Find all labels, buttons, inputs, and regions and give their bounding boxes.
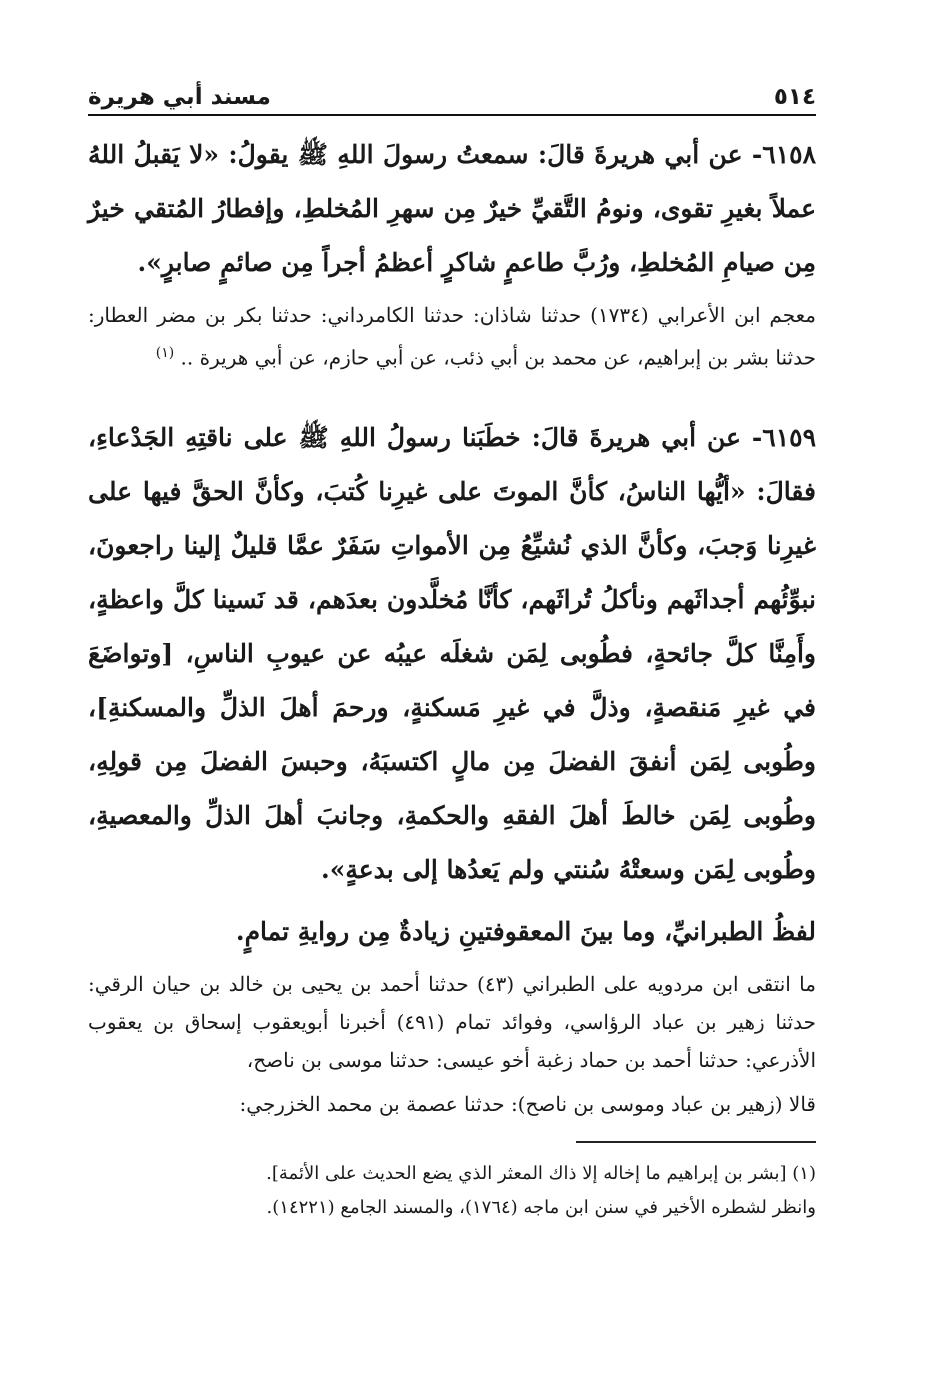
hadith-6158-text: ٦١٥٨- عن أبي هريرةَ قالَ: سمعتُ رسولَ اللهِ ﷺ يقولُ: «لا يَقبلُ اللهُ عملاً بغيرِ تقوى، ونومُ التَّقيِّ خيرٌ مِن سهرِ المُخلطِ، وإفطارُ المُتقي خيرٌ مِن صيامِ المُخلطِ، ورُبَّ طاعمٍ شاكرٍ أعظمُ أجراً مِن صائمٍ صابرٍ».	[88, 140, 816, 277]
footnote-1: (١) [بشر بن إبراهيم ما إخاله إلا ذاك المعثر الذي يضع الحديث على الأئمة].	[266, 1162, 816, 1184]
page-number: ٥١٤	[773, 84, 816, 110]
hadith-6158-source-text: معجم ابن الأعرابي (١٧٣٤) حدثنا شاذان: حدثنا الكامرداني: حدثنا بكر بن مضر العطار: حدثنا بشر بن إبراهيم، عن محمد بن أبي ذئب، عن أبي حازم، عن أبي هريرة ..	[88, 303, 816, 370]
hadith-6159-source-cont: قالا (زهير بن عباد وموسى بن ناصح): حدثنا عصمة بن محمد الخزرجي:	[239, 1091, 816, 1116]
page-body	[88, 128, 816, 1123]
book-page	[88, 70, 816, 1225]
footnote-ref: (١)	[155, 345, 175, 361]
footnote-divider	[576, 1141, 816, 1143]
hadith-6159-text: ٦١٥٩- عن أبي هريرةَ قالَ: خطَبَنا رسولُ اللهِ ﷺ على ناقتِهِ الجَدْعاءِ، فقالَ: «أيُّها الناسُ، كأنَّ الموتَ على غيرِنا كُتبَ، وكأنَّ الحقَّ فيها على غيرِنا وَجبَ، وكأنَّ الذي نُشيِّعُ مِن الأمواتِ سَفَرٌ عمَّا قليلٌ إلينا راجعونَ، نبوِّئُهم أجداثَهم ونأكلُ تُراثَهم، كأنَّا مُخلَّدون بعدَهم، قد نَسينا كلَّ واعظةٍ، وأَمِنَّا كلَّ جائحةٍ، فطُوبى لِمَن شغلَه عيبُه عن عيوبِ الناسِ، [وتواضَعَ في غيرِ مَنقصةٍ، وذلَّ في غيرِ مَسكنةٍ، ورحمَ أهلَ الذلِّ والمسكنةِ]، وطُوبى لِمَن أنفقَ الفضلَ مِن مالٍ اكتسبَهُ، وحبسَ الفضلَ مِن قولِهِ، وطُوبى لِمَن خالطَ أهلَ الفقهِ والحكمةِ، وجانبَ أهلَ الذلِّ والمعصيةِ، وطُوبى لِمَن وسعتْهُ سُنتي ولم يَعدُها إلى بدعةٍ».	[88, 422, 816, 884]
footnote-2: وانظر لشطره الأخير في سنن ابن ماجه (١٧٦٤)، والمسند الجامع (١٤٢٢١).	[266, 1196, 816, 1218]
hadith-6159-note: لفظُ الطبرانيِّ، وما بينَ المعقوفتينِ زيادةٌ مِن روايةِ تمامٍ.	[235, 916, 816, 946]
book-title: مسند أبي هريرة	[88, 84, 271, 110]
hadith-6158-source	[88, 296, 816, 377]
hadith-6159-source: ما انتقى ابن مردويه على الطبراني (٤٣) حدثنا أحمد بن يحيى بن خالد بن حيان الرقي: حدثنا زهير بن عباد الرؤاسي، وفوائد تمام (٤٩١) أخبرنا أبويعقوب إسحاق بن يعقوب الأذرعي: حدثنا أحمد بن حماد زغبة أخو عيسى: حدثنا موسى بن ناصح،	[88, 971, 816, 1072]
page-header	[88, 70, 816, 116]
footnotes	[88, 1157, 816, 1225]
